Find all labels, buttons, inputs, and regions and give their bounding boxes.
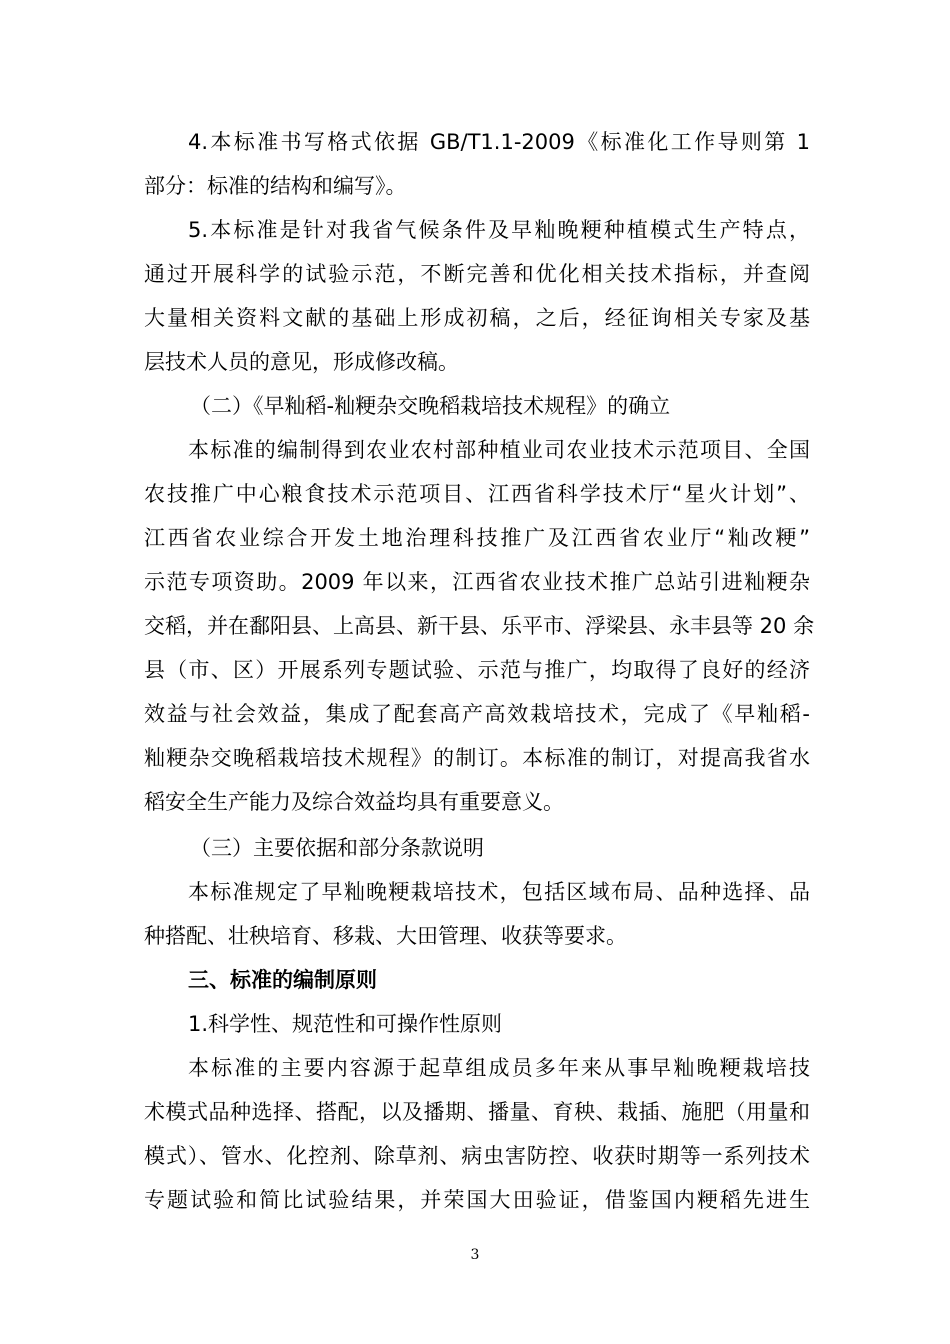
paragraph-line: 术模式品种选择、搭配，以及播期、播量、育秧、栽插、施肥（用量和 [144, 1100, 810, 1124]
subsection-title: （二）《早籼稻-籼粳杂交晚稻栽培技术规程》的确立 [190, 394, 671, 418]
text-line [0, 692, 950, 736]
text-line [0, 780, 950, 824]
paragraph-line: 江西省农业综合开发土地治理科技推广及江西省农业厅“籼改粳” [144, 526, 810, 550]
text-line [0, 1134, 950, 1178]
paragraph-line: 县（市、区）开展系列专题试验、示范与推广，均取得了良好的经济 [144, 658, 810, 682]
text-line [0, 252, 950, 296]
section-heading [0, 384, 950, 428]
text-line [0, 296, 950, 340]
text-line [0, 208, 950, 252]
paragraph-line: 示范专项资助。2009 年以来，江西省农业技术推广总站引进籼粳杂 [144, 570, 810, 594]
paragraph-line: 5.本标准是针对我省气候条件及早籼晚粳种植模式生产特点， [188, 218, 810, 242]
text-line [0, 164, 950, 208]
text-line [0, 870, 950, 914]
subsection-title: 1.科学性、规范性和可操作性原则 [188, 1012, 503, 1036]
section-heading [0, 826, 950, 870]
section-title: 三、标准的编制原则 [188, 968, 377, 992]
paragraph-line: 本标准规定了早籼晚粳栽培技术，包括区域布局、品种选择、品 [188, 880, 810, 904]
paragraph-line: 交稻，并在鄱阳县、上高县、新干县、乐平市、浮梁县、永丰县等 20 余 [144, 614, 815, 638]
text-line [0, 560, 950, 604]
paragraph-line: 层技术人员的意见，形成修改稿。 [144, 350, 459, 374]
paragraph-line: 稻安全生产能力及综合效益均具有重要意义。 [144, 790, 564, 814]
paragraph-line: 种搭配、壮秧培育、移栽、大田管理、收获等要求。 [144, 924, 627, 948]
paragraph-line: 效益与社会效益，集成了配套高产高效栽培技术，完成了《早籼稻- [144, 702, 810, 726]
text-line [0, 1178, 950, 1222]
text-line [0, 914, 950, 958]
paragraph-line: 农技推广中心粮食技术示范项目、江西省科学技术厅“星火计划”、 [144, 482, 810, 506]
paragraph-line: 本标准的编制得到农业农村部种植业司农业技术示范项目、全国 [188, 438, 810, 462]
text-line [0, 1046, 950, 1090]
paragraph-line: 通过开展科学的试验示范，不断完善和优化相关技术指标，并查阅 [144, 262, 810, 286]
text-line [0, 736, 950, 780]
paragraph-line: 专题试验和简比试验结果，并荣国大田验证，借鉴国内粳稻先进生 [144, 1188, 810, 1212]
section-heading [0, 1002, 950, 1046]
text-line [0, 1090, 950, 1134]
paragraph-line: 本标准的主要内容源于起草组成员多年来从事早籼晚粳栽培技 [188, 1056, 810, 1080]
text-line [0, 516, 950, 560]
text-line [0, 120, 950, 164]
page-number: 3 [470, 1247, 480, 1263]
paragraph-line: 籼粳杂交晚稻栽培技术规程》的制订。本标准的制订，对提高我省水 [144, 746, 810, 770]
text-line [0, 340, 950, 384]
paragraph-line: 部分：标准的结构和编写》。 [144, 174, 407, 198]
text-line [0, 604, 950, 648]
paragraph-line: 4.本标准书写格式依据 GB/T1.1-2009《标准化工作导则第 1 [188, 130, 810, 154]
text-line [0, 428, 950, 472]
section-heading [0, 958, 950, 1002]
subsection-title: （三）主要依据和部分条款说明 [190, 836, 484, 860]
paragraph-line: 模式）、管水、化控剂、除草剂、病虫害防控、收获时期等一系列技术 [144, 1144, 810, 1168]
text-line [0, 648, 950, 692]
text-line [0, 472, 950, 516]
paragraph-line: 大量相关资料文献的基础上形成初稿，之后，经征询相关专家及基 [144, 306, 810, 330]
